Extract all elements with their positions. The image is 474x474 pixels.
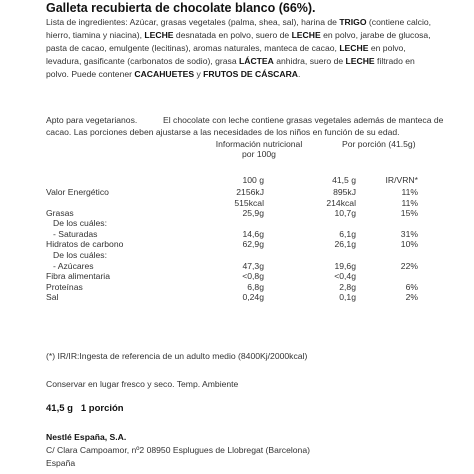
- product-title: Galleta recubierta de chocolate blanco (66%).: [46, 1, 316, 15]
- nutrient-label: De los cuáles:: [53, 250, 107, 260]
- sub-header-rdi: IR/VRN*: [385, 175, 418, 185]
- company-name: Nestlé España, S.A.: [46, 432, 127, 442]
- ingredient-text: en polvo, levadura, gasificante (carbonatos de sodio), grasa: [46, 43, 406, 66]
- cacao-note: El chocolate con leche contiene grasas vegetales además de manteca de cacao. Las porciones deben ajustarse a las necesidades de los niños en función de su edad.: [46, 115, 444, 137]
- ingredient-text: anhidra, suero de: [273, 56, 346, 66]
- value-rdi: 11%: [401, 198, 418, 208]
- value-per-portion: 0,1g: [339, 292, 356, 302]
- nutrient-label: De los cuáles:: [53, 218, 107, 228]
- value-rdi: 11%: [401, 187, 418, 197]
- value-per-portion: 6,1g: [339, 229, 356, 239]
- value-per-100g: 6,8g: [247, 282, 264, 292]
- ingredient-text: (contiene calcio, hierro, tiamina y niacina),: [46, 17, 432, 40]
- value-per-portion: 10,7g: [334, 208, 356, 218]
- value-rdi: 10%: [400, 239, 418, 249]
- value-per-portion: 2,8g: [339, 282, 356, 292]
- nutrient-label: Proteínas: [46, 282, 83, 292]
- portion-size: 41,5 g 1 porción: [46, 403, 124, 414]
- value-per-100g: 0,24g: [242, 292, 264, 302]
- table-header-info: Información nutricional por 100g: [215, 139, 303, 159]
- value-per-100g: 2156kJ: [236, 187, 264, 197]
- value-rdi: 22%: [400, 261, 418, 271]
- value-per-100g: 515kcal: [234, 198, 264, 208]
- value-per-100g: 47,3g: [242, 261, 264, 271]
- value-per-portion: 214kcal: [326, 198, 356, 208]
- allergen-text: LECHE: [144, 30, 174, 40]
- ingredient-text: desnatada en polvo, suero de: [173, 30, 292, 40]
- nutrient-label: Grasas: [46, 208, 74, 218]
- value-per-100g: 62,9g: [242, 239, 264, 249]
- vegetarian-note: Apto para vegetarianos.: [46, 115, 138, 125]
- ingredient-text: .: [298, 69, 301, 79]
- allergen-text: LECHE: [291, 30, 321, 40]
- sub-header-100g: 100 g: [242, 175, 264, 185]
- ingredient-text: en polvo, jarabe de glucosa, pasta de cacao, emulgente (lecitinas), aromas naturales, manteca de cacao,: [46, 30, 431, 53]
- value-per-100g: 25,9g: [242, 208, 264, 218]
- value-rdi: 2%: [405, 292, 418, 302]
- allergen-text: CACAHUETES: [134, 69, 195, 79]
- value-rdi: 15%: [400, 208, 418, 218]
- nutrient-label: Fibra alimentaria: [46, 271, 110, 281]
- value-per-100g: 14,6g: [242, 229, 264, 239]
- allergen-text: LÁCTEA: [239, 56, 274, 66]
- value-per-portion: 26,1g: [334, 239, 356, 249]
- nutrient-label: Valor Energético: [46, 187, 109, 197]
- value-rdi: 31%: [400, 229, 418, 239]
- allergen-text: FRUTOS DE CÁSCARA: [203, 69, 299, 79]
- value-rdi: 6%: [405, 282, 418, 292]
- company-country: España: [46, 458, 76, 468]
- value-per-portion: <0,4g: [334, 271, 356, 281]
- table-header-portion: Por porción (41.5g): [342, 139, 416, 149]
- value-per-100g: <0,8g: [242, 271, 264, 281]
- allergen-text: LECHE: [339, 43, 369, 53]
- allergen-text: TRIGO: [339, 17, 367, 27]
- ingredient-text: filtrado en polvo. Puede contener: [46, 56, 415, 79]
- nutrient-label: Hidratos de carbono: [46, 239, 124, 249]
- nutrient-label: Sal: [46, 292, 59, 302]
- nutrient-label: - Azúcares: [53, 261, 94, 271]
- storage-note: Conservar en lugar fresco y seco. Temp. Ambiente: [46, 379, 239, 389]
- nutrient-label: - Saturadas: [53, 229, 98, 239]
- allergen-text: LECHE: [345, 56, 375, 66]
- footnote: (*) IR/IR:Ingesta de referencia de un adulto medio (8400Kj/2000kcal): [46, 351, 308, 361]
- ingredient-text: y: [194, 69, 204, 79]
- company-address: C/ Clara Campoamor, nº2 08950 Esplugues de Llobregat (Barcelona): [46, 445, 310, 455]
- ingredient-text: Lista de ingredientes: Azúcar, grasas vegetales (palma, shea, sal), harina de: [46, 17, 340, 27]
- value-per-portion: 895kJ: [333, 187, 356, 197]
- ingredients-list: [46, 16, 438, 81]
- value-per-portion: 19,6g: [334, 261, 356, 271]
- sub-header-portion: 41,5 g: [332, 175, 356, 185]
